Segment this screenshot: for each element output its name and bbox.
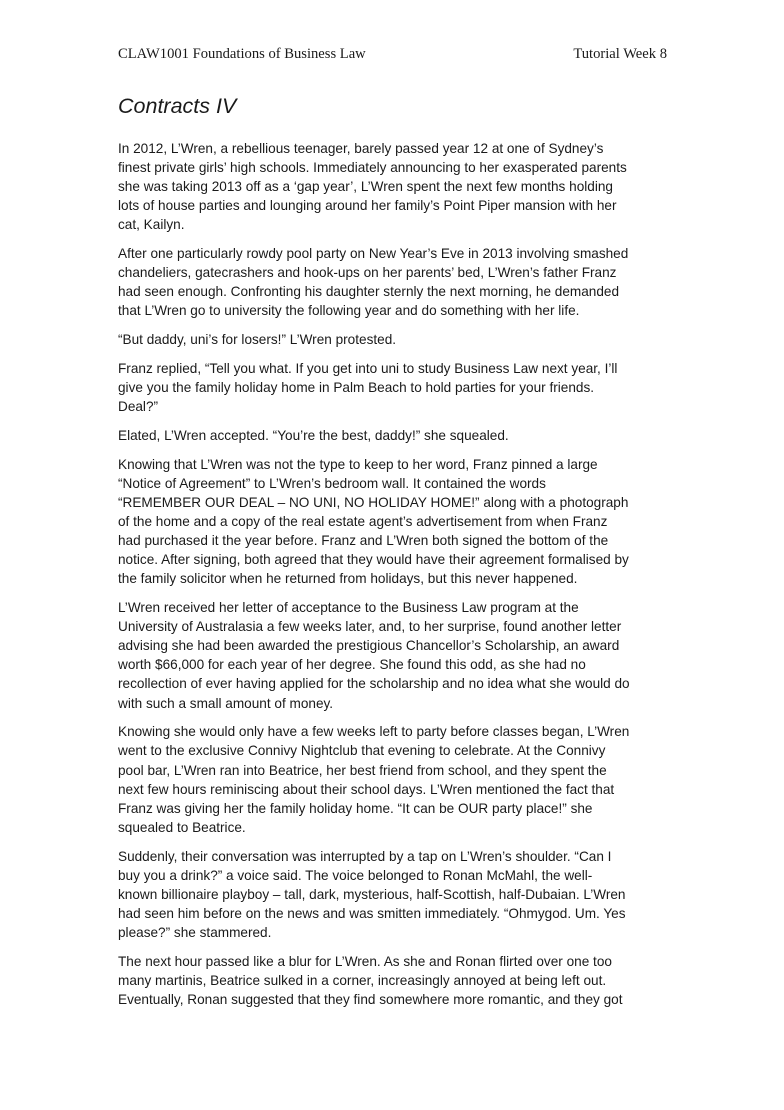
- paragraph: [118, 952, 668, 1009]
- text-line: recollection of ever having applied for the scholarship and no idea what she would do: [118, 676, 630, 692]
- text-line: Deal?”: [118, 399, 159, 415]
- page-title: Contracts IV: [118, 94, 237, 118]
- text-line: advising she had been awarded the prestigious Chancellor’s Scholarship, an award: [118, 638, 620, 654]
- paragraph: [118, 722, 668, 837]
- text-line: lots of house parties and lounging around her family’s Point Piper mansion with her: [118, 198, 617, 214]
- paragraph: [118, 330, 668, 349]
- text-line: chandeliers, gatecrashers and hook-ups on her parents’ bed, L’Wren’s father Franz: [118, 265, 617, 281]
- text-line: University of Australasia a few weeks later, and, to her surprise, found another letter: [118, 619, 622, 635]
- paragraph: [118, 455, 668, 589]
- text-line: next few hours reminiscing about their school days. L’Wren mentioned the fact that: [118, 781, 615, 797]
- text-line: many martinis, Beatrice sulked in a corner, increasingly annoyed at being left out.: [118, 972, 607, 988]
- text-line: L’Wren received her letter of acceptance to the Business Law program at the: [118, 600, 579, 616]
- text-line: buy you a drink?” a voice said. The voice belonged to Ronan McMahl, the well-: [118, 867, 593, 883]
- text-line: Franz was giving her the family holiday home. “It can be OUR party place!” she: [118, 800, 593, 816]
- text-line: of the home and a copy of the real estate agent’s advertisement from when Franz: [118, 514, 608, 530]
- text-line: squealed to Beatrice.: [118, 819, 246, 835]
- text-line: that L’Wren go to university the following year and do something with her life.: [118, 303, 580, 319]
- paragraph: [118, 244, 668, 320]
- text-line: After one particularly rowdy pool party on New Year’s Eve in 2013 involving smashed: [118, 246, 629, 262]
- document-body: [118, 139, 668, 1019]
- text-line: pool bar, L’Wren ran into Beatrice, her best friend from school, and they spent the: [118, 762, 607, 778]
- text-line: had purchased it the year before. Franz and L’Wren both signed the bottom of the: [118, 533, 609, 549]
- text-line: she was taking 2013 off as a ‘gap year’, L’Wren spent the next few months holding: [118, 179, 613, 195]
- paragraph: [118, 598, 668, 713]
- paragraph: [118, 426, 668, 445]
- text-line: Knowing that L’Wren was not the type to keep to her word, Franz pinned a large: [118, 456, 598, 472]
- text-line: worth $66,000 for each year of her degree. She found this odd, as she had no: [118, 657, 586, 673]
- text-line: Eventually, Ronan suggested that they find somewhere more romantic, and they got: [118, 991, 623, 1007]
- text-line: “REMEMBER OUR DEAL – NO UNI, NO HOLIDAY HOME!” along with a photograph: [118, 494, 629, 510]
- text-line: finest private girls’ high schools. Immediately announcing to her exasperated parents: [118, 160, 627, 176]
- text-line: went to the exclusive Connivy Nightclub that evening to celebrate. At the Connivy: [118, 743, 606, 759]
- text-line: the family solicitor when he returned from holidays, but this never happened.: [118, 571, 578, 587]
- text-line: Suddenly, their conversation was interrupted by a tap on L’Wren’s shoulder. “Can I: [118, 848, 612, 864]
- text-line: Elated, L’Wren accepted. “You’re the best, daddy!” she squealed.: [118, 427, 509, 443]
- text-line: known billionaire playboy – tall, dark, mysterious, half-Scottish, half-Dubaian. L’Wren: [118, 886, 626, 902]
- paragraph: [118, 847, 668, 942]
- paragraph: [118, 359, 668, 416]
- text-line: had seen him before on the news and was smitten immediately. “Ohmygod. Um. Yes: [118, 905, 626, 921]
- text-line: had seen enough. Confronting his daughter sternly the next morning, he demanded: [118, 284, 620, 300]
- text-line: “But daddy, uni’s for losers!” L’Wren protested.: [118, 332, 397, 348]
- text-line: please?” she stammered.: [118, 924, 272, 940]
- text-line: Franz replied, “Tell you what. If you get into uni to study Business Law next year, I’ll: [118, 361, 618, 376]
- text-line: with such a small amount of money.: [118, 695, 334, 711]
- text-line: notice. After signing, both agreed that they would have their agreement formalised by: [118, 552, 629, 568]
- text-line: “Notice of Agreement” to L’Wren’s bedroom wall. It contained the words: [118, 475, 546, 491]
- text-line: Knowing she would only have a few weeks left to party before classes began, L’Wren: [118, 724, 630, 740]
- text-line: In 2012, L’Wren, a rebellious teenager, barely passed year 12 at one of Sydney’s: [118, 141, 604, 156]
- text-line: The next hour passed like a blur for L’Wren. As she and Ronan flirted over one too: [118, 953, 612, 969]
- text-line: give you the family holiday home in Palm Beach to hold parties for your friends.: [118, 380, 595, 396]
- page-header: [118, 46, 667, 68]
- text-line: cat, Kailyn.: [118, 217, 185, 233]
- tutorial-week: Tutorial Week 8: [573, 46, 667, 62]
- course-title: CLAW1001 Foundations of Business Law: [118, 46, 366, 62]
- paragraph: [118, 139, 668, 234]
